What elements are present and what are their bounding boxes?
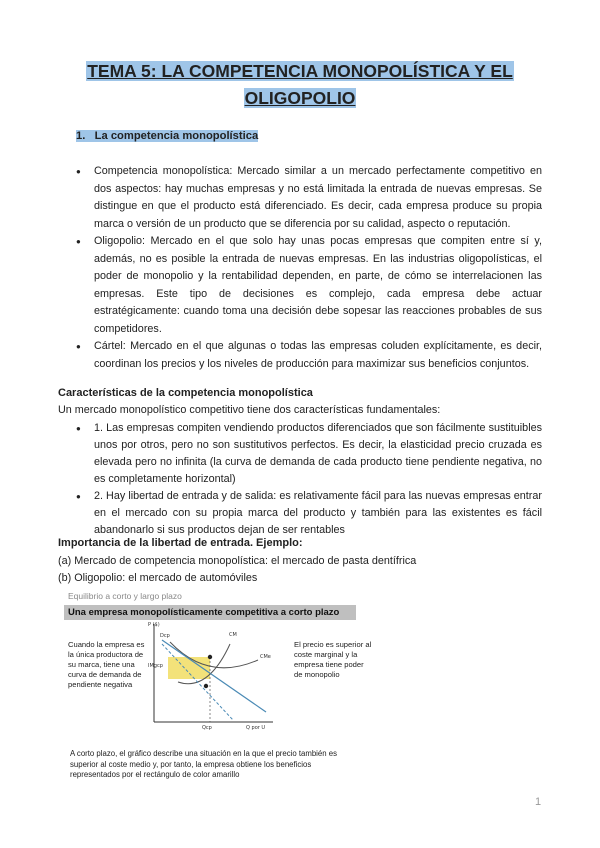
definition-item: ● Oligopolio: Mercado en el que solo hay unas pocas empresas que compiten entre sí y, además, no es posible la entrada de nuevas empresas. En las industrias oligopolísticas, el poder de monopolio y la rentabilidad dependen, en parte, de cómo se interrelacionen las empresas. Este tipo de decisiones es complejo, cada empresa debe actuar estratégicamente: cuando toma una decisión debe sopesar las reacciones probables de sus competidores. bbox=[76, 233, 542, 338]
figure-caption: Equilibrio a corto y largo plazo bbox=[68, 591, 182, 601]
characteristics-list bbox=[76, 420, 542, 539]
document-title bbox=[60, 58, 540, 112]
figure-left-annotation: Cuando la empresa es la única productora de su marca, tiene una curva de demanda de pendiente negativa bbox=[68, 640, 145, 689]
characteristic-item: ● 1. Las empresas compiten vendiendo productos diferenciados que son fácilmente sustituibles unos por otros, pero no son sustitutivos perfectos. Es decir, la elasticidad precio cruzada es elevada pero no infinita (la curva de demanda de cada producto tiene pendiente negativa, no es completamente horizontal) bbox=[76, 420, 542, 488]
y-axis-label: P ($) bbox=[148, 622, 160, 628]
x-axis-label: Q por U bbox=[246, 725, 266, 731]
title-line-1: TEMA 5: LA COMPETENCIA MONOPOLÍSTICA Y EL bbox=[87, 61, 513, 81]
definition-item: ● Competencia monopolística: Mercado similar a un mercado perfectamente competitivo en dos aspectos: hay muchas empresas y no está limitada la entrada de nuevas empresas. Se distingue en que el producto está diferenciado. Es decir, cada empresa produce su propia marca o versión de un producto que se diferencia por su calidad, aspecto o reputación. bbox=[76, 163, 542, 233]
mr-label: IMgcp bbox=[148, 663, 163, 669]
characteristic-item: ● 2. Hay libertad de entrada y de salida: es relativamente fácil para las nuevas empresas entrar en el mercado con su propia marca del producto y también para las existentes es fácil abandonarlo si sus productos dejan de ser rentables bbox=[76, 488, 542, 539]
equilibrium-point bbox=[208, 655, 212, 659]
page-number: 1 bbox=[535, 796, 542, 808]
profit-rectangle bbox=[168, 657, 210, 679]
quantity-label: Qcp bbox=[202, 725, 212, 731]
mr-mc-intersection bbox=[204, 684, 208, 688]
section-number: 1. bbox=[76, 130, 86, 142]
demand-label: Dcp bbox=[160, 633, 170, 639]
definitions-list bbox=[76, 163, 542, 373]
figure-right-annotation: El precio es superior al coste marginal y la empresa tiene poder de monopolio bbox=[294, 640, 372, 679]
definition-item: ● Cártel: Mercado en el que algunas o todas las empresas coluden explícitamente, es decir, coordinan los precios y los niveles de producción para maximizar sus beneficios conjuntos. bbox=[76, 338, 542, 373]
figure-title-bar: Una empresa monopolísticamente competitiva a corto plazo bbox=[64, 605, 356, 620]
importance-heading: Importancia de la libertad de entrada. Ejemplo: bbox=[58, 537, 303, 549]
figure-note: A corto plazo, el gráfico describe una situación en la que el precio también es superior al coste medio y, por tanto, la empresa obtiene los beneficios representados por el rectángulo de color amarillo bbox=[70, 749, 337, 779]
section-title: La competencia monopolística bbox=[94, 130, 259, 142]
title-line-2: OLIGOPOLIO bbox=[244, 88, 356, 108]
example-a: (a) Mercado de competencia monopolística: el mercado de pasta dentífrica bbox=[58, 555, 417, 567]
characteristics-intro: Un mercado monopolístico competitivo tiene dos características fundamentales: bbox=[58, 404, 441, 416]
monopolistic-competition-graph bbox=[148, 622, 288, 732]
characteristics-heading: Características de la competencia monopolística bbox=[58, 387, 313, 399]
mc-label: CM bbox=[229, 632, 237, 638]
ac-label: CMe bbox=[260, 654, 271, 660]
section-heading bbox=[76, 130, 258, 142]
example-b: (b) Oligopolio: el mercado de automóviles bbox=[58, 572, 258, 584]
